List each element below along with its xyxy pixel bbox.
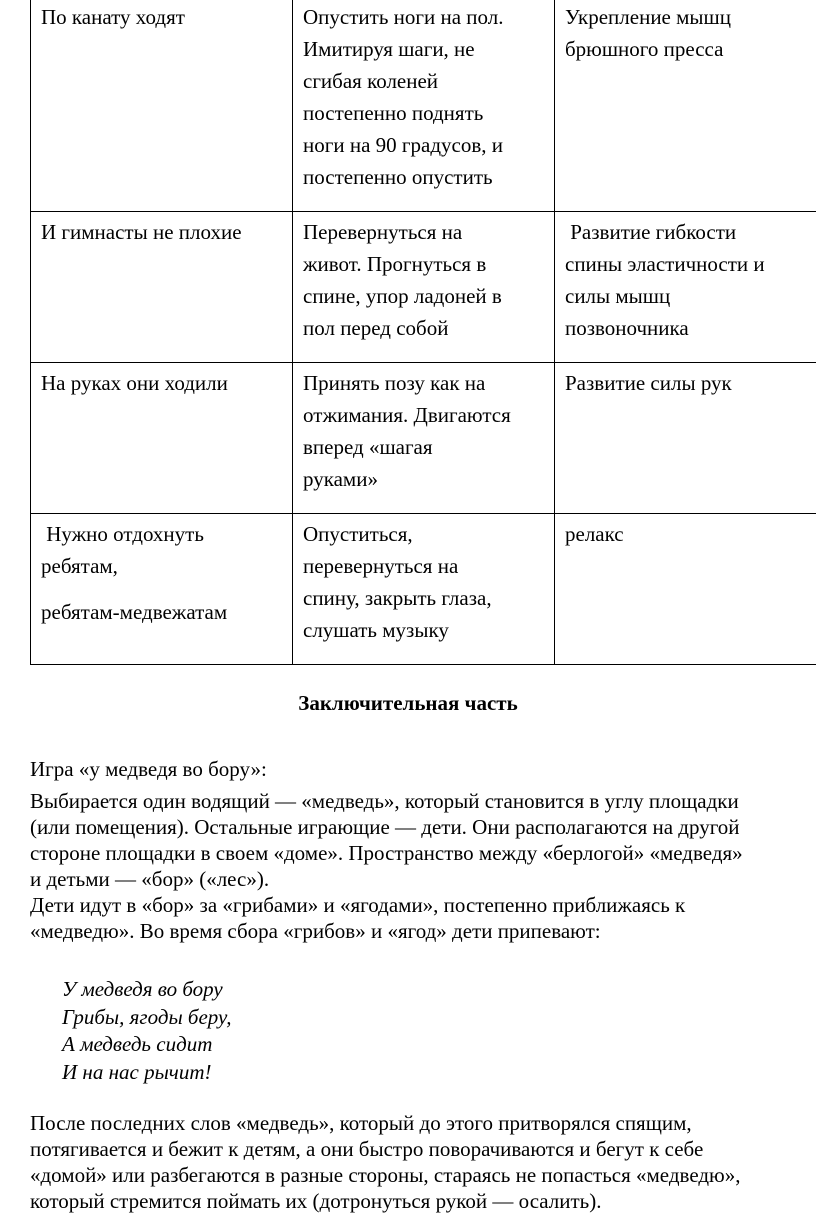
table-row	[31, 514, 816, 665]
table-cell-purpose	[555, 514, 816, 665]
cell-text: ребятам,	[41, 554, 118, 578]
cell-text: Опустить ноги на пол.	[303, 5, 504, 29]
paragraph-line: «медведю». Во время сбора «грибов» и «ягод» дети припевают:	[30, 919, 601, 943]
table-row	[31, 0, 816, 212]
table-cell-verse	[31, 514, 293, 665]
cell-text: На руках они ходили	[41, 371, 228, 395]
cell-text: спины эластичности и	[565, 252, 765, 276]
paragraph-line: стороне площадки в своем «доме». Пространство между «берлогой» «медведя»	[30, 841, 743, 865]
cell-text: вперед «шагая	[303, 435, 433, 459]
table-cell-instruction	[293, 514, 555, 665]
poem-line: У медведя во бору	[62, 977, 223, 1001]
paragraph-line: и детьми — «бор» («лес»).	[30, 867, 270, 891]
section-title: Заключительная часть	[298, 691, 518, 715]
paragraph-gap	[41, 582, 284, 596]
table-cell-instruction	[293, 212, 555, 363]
cell-text: руками»	[303, 467, 378, 491]
cell-text: Перевернуться на	[303, 220, 463, 244]
cell-text: отжимания. Двигаются	[303, 403, 511, 427]
cell-text: пол перед собой	[303, 316, 449, 340]
cell-text: По канату ходят	[41, 5, 185, 29]
cell-text: спину, закрыть глаза,	[303, 586, 492, 610]
cell-text: Развитие гибкости	[565, 220, 737, 244]
paragraph-line: «домой» или разбегаются в разные стороны, стараясь не попасться «медведю»,	[30, 1163, 741, 1187]
poem-line: А медведь сидит	[62, 1032, 213, 1056]
table-cell-verse	[31, 0, 293, 212]
poem	[62, 976, 232, 1086]
cell-text: силы мышц	[565, 284, 671, 308]
cell-text: ребятам-медвежатам	[41, 600, 228, 624]
table-cell-instruction	[293, 363, 555, 514]
poem-line: Грибы, ягоды беру,	[62, 1004, 232, 1029]
paragraph-line: Дети идут в «бор» за «грибами» и «ягодами», постепенно приближаясь к	[30, 893, 686, 917]
cell-text: постепенно опустить	[303, 165, 493, 189]
paragraph-line: потягивается и бежит к детям, а они быстро поворачиваются и бегут к себе	[30, 1137, 704, 1161]
cell-text: постепенно поднять	[303, 101, 484, 125]
cell-text: перевернуться на	[303, 554, 459, 578]
cell-text: Принять позу как на	[303, 371, 486, 395]
paragraph-line: Выбирается один водящий — «медведь», который становится в углу площадки	[30, 789, 739, 813]
table-cell-verse	[31, 363, 293, 514]
cell-text: позвоночника	[565, 316, 689, 340]
table-cell-verse	[31, 212, 293, 363]
table-row	[31, 363, 816, 514]
poem-line: И на нас рычит!	[62, 1059, 212, 1084]
cell-text: Укрепление мышц	[565, 5, 731, 29]
paragraph-line: (или помещения). Остальные играющие — дети. Они располагаются на другой	[30, 815, 740, 839]
cell-text: ноги на 90 градусов, и	[303, 133, 503, 157]
game-title: Игра «у медведя во бору»:	[30, 757, 267, 781]
table-row	[31, 212, 816, 363]
game-rules-paragraph	[30, 788, 810, 944]
cell-text: релакс	[565, 522, 624, 546]
cell-text: брюшного пресса	[565, 37, 724, 61]
cell-text: Имитируя шаги, не	[303, 37, 475, 61]
exercises-table	[30, 0, 816, 665]
cell-text: сгибая коленей	[303, 69, 439, 93]
cell-text: Развитие силы рук	[565, 371, 732, 395]
table-cell-purpose	[555, 363, 816, 514]
table-cell-purpose	[555, 0, 816, 212]
cell-text: живот. Прогнуться в	[303, 252, 487, 276]
cell-text: Нужно отдохнуть	[41, 522, 204, 546]
cell-text: слушать музыку	[303, 618, 449, 642]
cell-text: спине, упор ладоней в	[303, 284, 502, 308]
paragraph-line: который стремится поймать их (дотронуться рукой — осалить).	[30, 1189, 602, 1213]
table-cell-instruction	[293, 0, 555, 212]
cell-text: И гимнасты не плохие	[41, 220, 242, 244]
table-cell-purpose	[555, 212, 816, 363]
cell-text: Опуститься,	[303, 522, 413, 546]
paragraph-line: После последних слов «медведь», который до этого притворялся спящим,	[30, 1111, 692, 1135]
game-ending-paragraph	[30, 1110, 810, 1214]
